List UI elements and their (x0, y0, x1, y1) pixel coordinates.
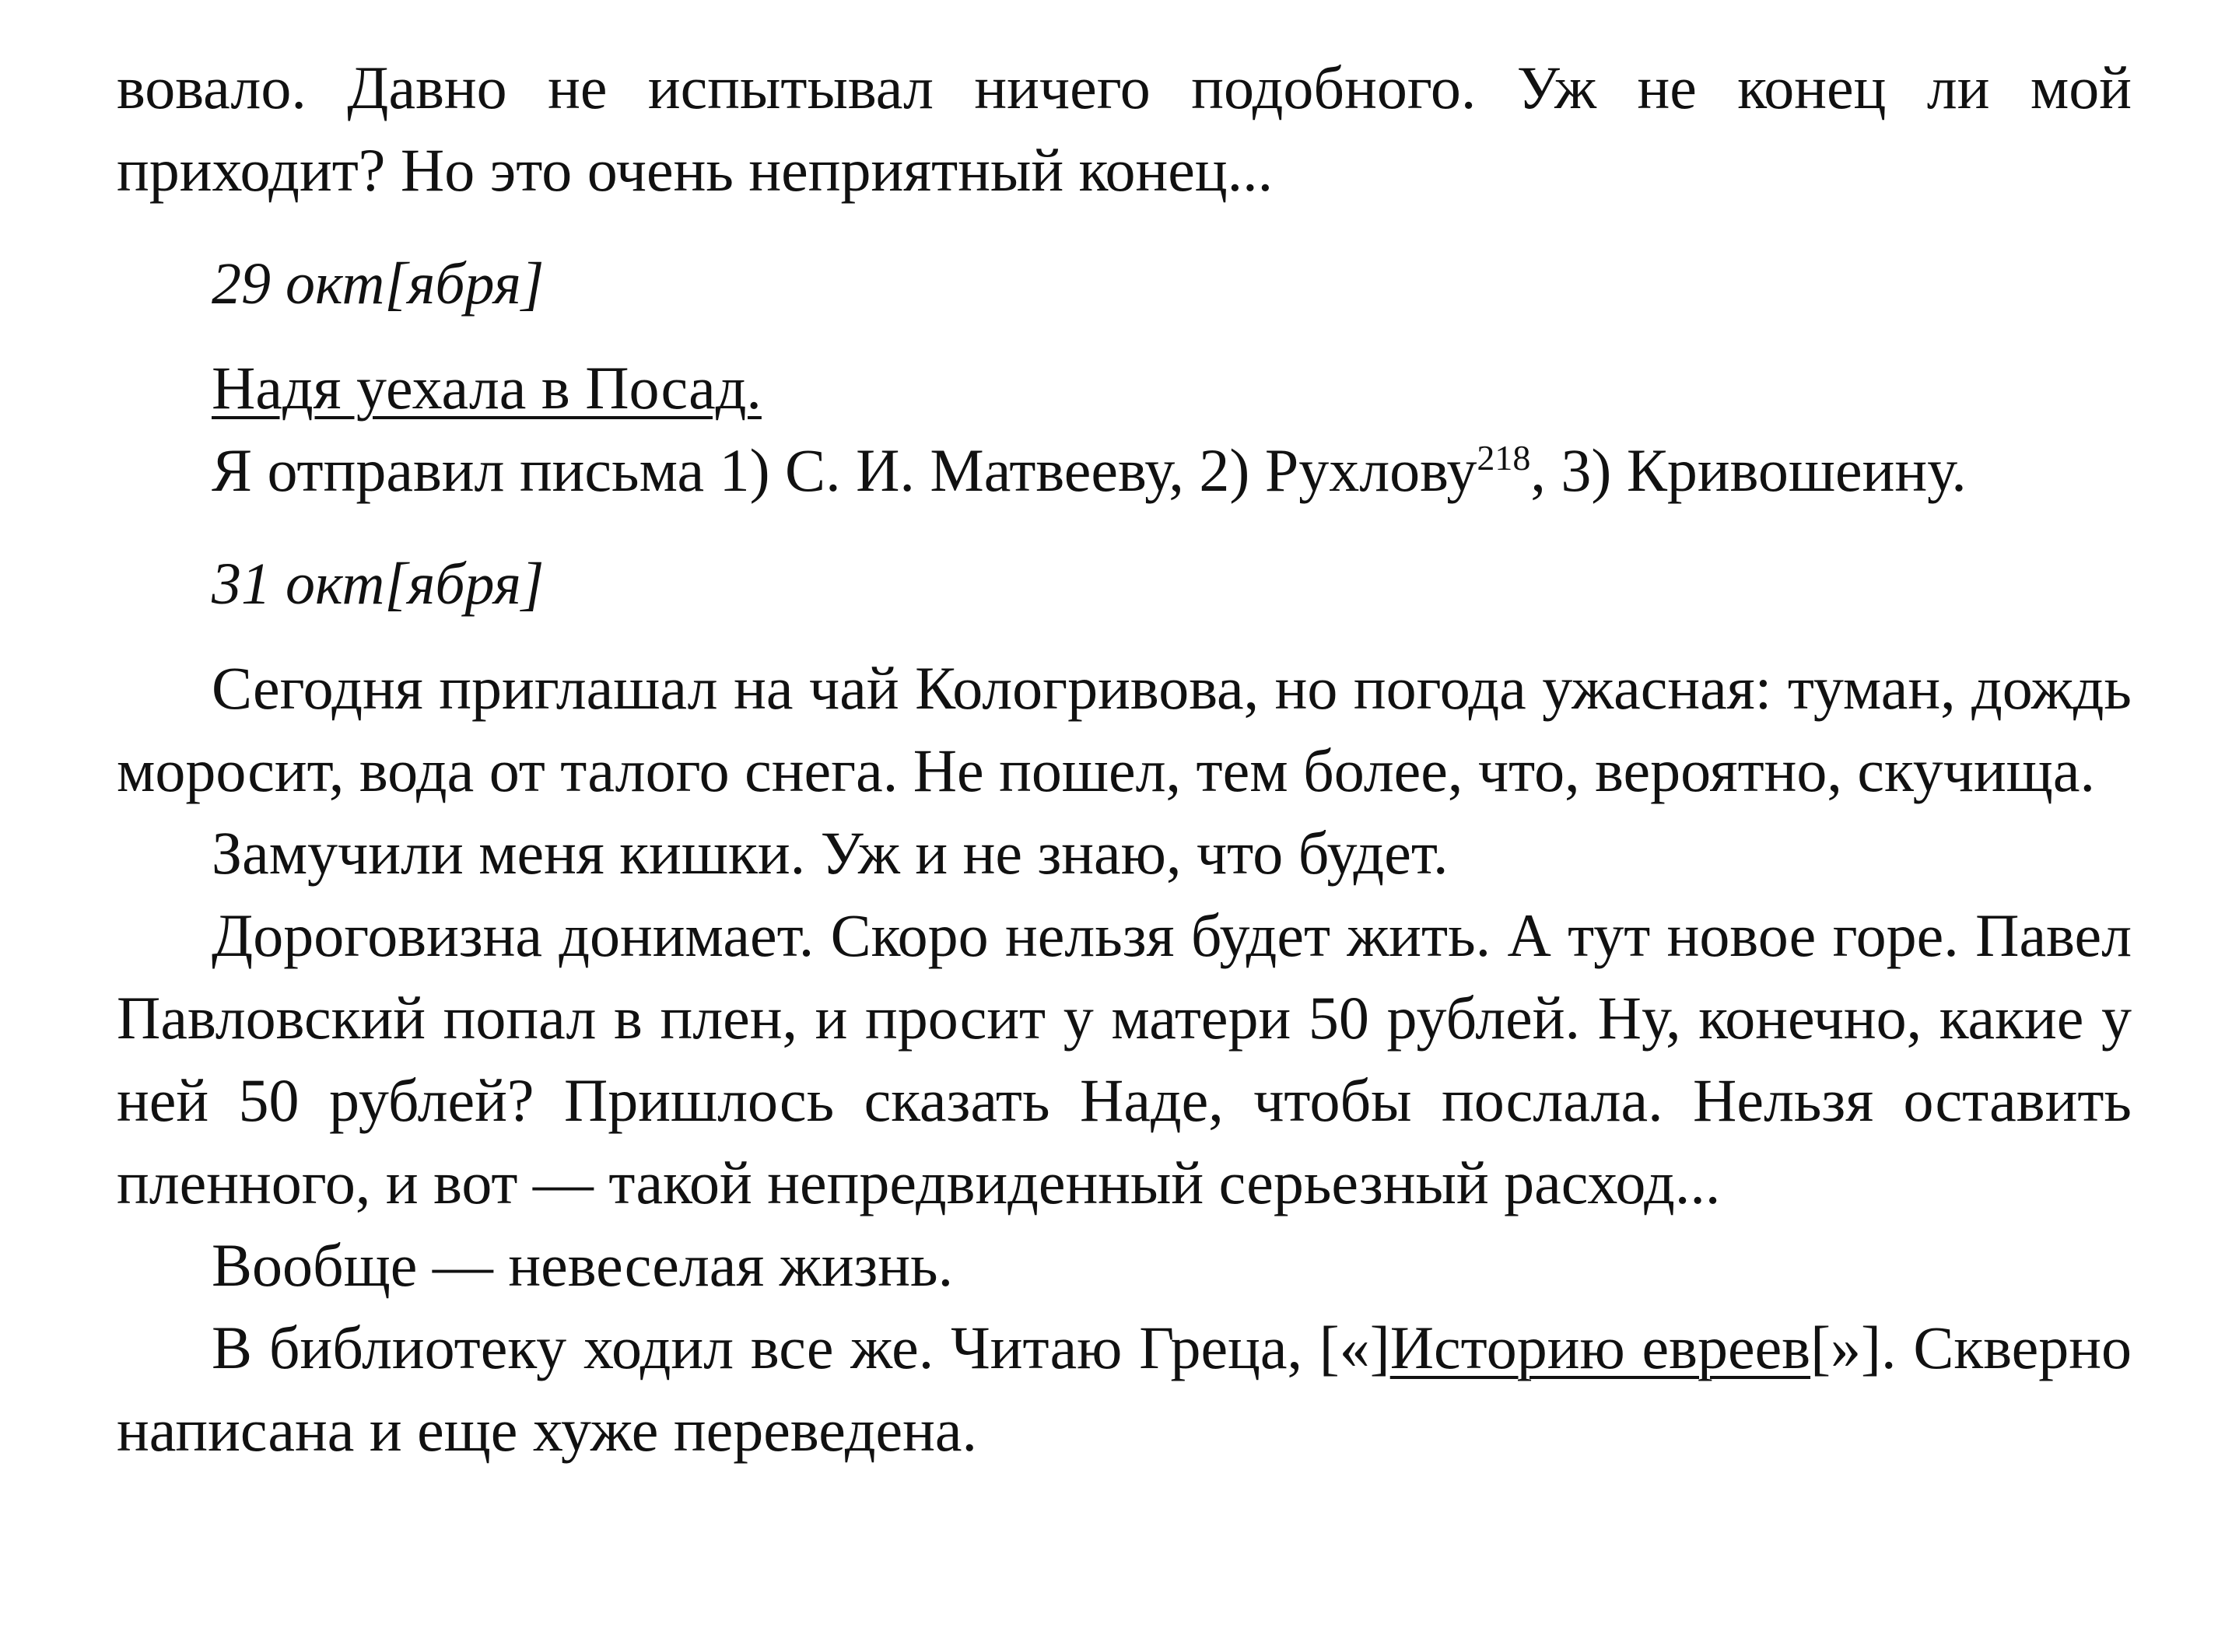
oct29-line-2 (117, 429, 2132, 512)
document-page (117, 47, 2132, 1472)
oct31-paragraph-5 (117, 1307, 2132, 1472)
entry-date-oct29: 29 окт[ября] (212, 251, 545, 317)
letters-text-start: Я отправил письма 1) С. И. Матвееву, 2) Рухлову (212, 436, 1477, 504)
oct31-paragraph-1: Сегодня приглашал на чай Кологривова, но погода ужасная: туман, дождь моросит, вода от талого снега. Не пошел, тем более, что, вероятно, скучища. (117, 654, 2132, 804)
book-title: Историю евреев (1389, 1314, 1811, 1381)
oct29-line-1 (117, 347, 2132, 429)
intro-paragraph: вовало. Давно не испытывал ничего подобного. Уж не конец ли мой приходит? Но это очень неприятный конец... (117, 54, 2132, 204)
oct31-paragraph-3: Дороговизна донимает. Скоро нельзя будет жить. А тут новое горе. Павел Павловский попал в плен, и просит у матери 50 рублей. Ну, конечно, какие у ней 50 рублей? Пришлось сказать Наде, чтобы послала. Нельзя оставить пленного, и вот — такой непредвиденный серьезный расход... (117, 901, 2132, 1216)
paragraph-5-end: [»]. Скверно написана и еще хуже переведена. (117, 1314, 2132, 1464)
underlined-text: Надя уехала в Посад. (212, 354, 762, 422)
letters-text-end: , 3) Кривошеину. (1530, 436, 1967, 504)
paragraph-5-start: В библиотеку ходил все же. Читаю Греца, [«] (212, 1314, 1390, 1381)
footnote-marker: 218 (1477, 438, 1531, 478)
oct31-paragraph-4: Вообще — невеселая жизнь. (212, 1231, 954, 1299)
oct31-paragraph-2: Замучили меня кишки. Уж и не знаю, что будет. (212, 819, 1449, 887)
entry-date-oct31: 31 окт[ября] (212, 551, 545, 617)
